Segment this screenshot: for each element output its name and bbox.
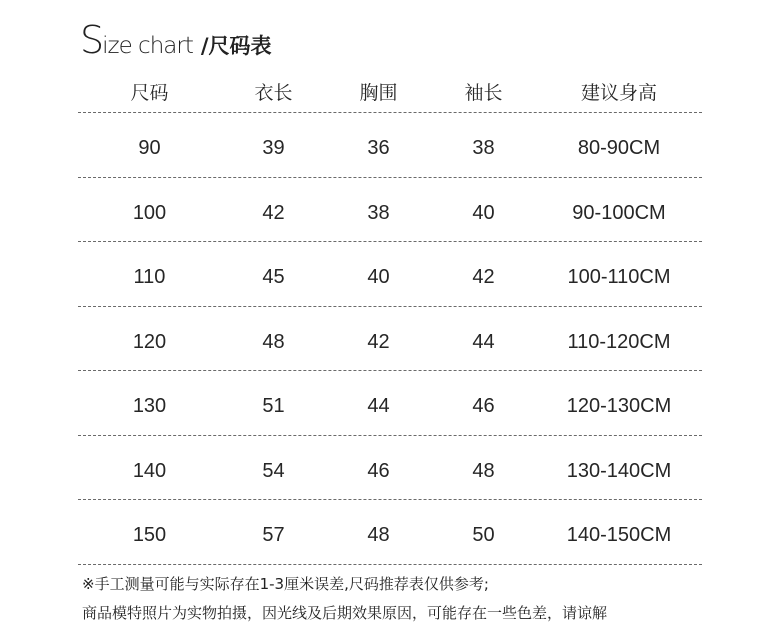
title-initial: S [80, 18, 103, 62]
cell-chest: 42 [367, 330, 390, 353]
cell-height: 120-130CM [566, 395, 672, 418]
cell-height: 100-110CM [567, 266, 671, 289]
cell-chest: 48 [367, 524, 390, 547]
cell-length: 48 [262, 330, 285, 353]
cell-height: 90-100CM [572, 201, 666, 224]
measurement-note: ※手工测量可能与实际存在1-3厘米误差,尺码推荐表仅供参考; [82, 575, 489, 593]
header-height: 建议身高 [580, 81, 657, 104]
cell-sleeve: 40 [472, 201, 495, 224]
cell-height: 110-120CM [567, 330, 671, 353]
cell-size: 120 [132, 330, 167, 353]
cell-length: 51 [262, 395, 285, 418]
table-row [78, 307, 702, 372]
table-row [78, 242, 702, 307]
cell-chest: 38 [367, 201, 390, 224]
header-chest: 胸围 [359, 81, 398, 104]
table-row [78, 436, 702, 501]
title-chinese: /尺码表 [200, 34, 272, 58]
table-row [78, 178, 702, 243]
cell-size: 150 [132, 524, 167, 547]
cell-length: 57 [262, 524, 285, 547]
cell-sleeve: 50 [472, 524, 495, 547]
size-chart-table [78, 70, 702, 565]
cell-size: 90 [138, 137, 161, 160]
cell-size: 110 [133, 266, 166, 289]
cell-length: 42 [262, 201, 285, 224]
cell-height: 130-140CM [566, 459, 672, 482]
cell-size: 130 [132, 395, 167, 418]
cell-chest: 40 [367, 266, 390, 289]
header-length: 衣长 [254, 81, 293, 104]
table-row [78, 371, 702, 436]
cell-size: 140 [132, 459, 167, 482]
color-difference-note: 商品模特照片为实物拍摄，因光线及后期效果原因，可能存在一些色差，请谅解 [82, 604, 608, 622]
cell-height: 140-150CM [566, 524, 672, 547]
cell-size: 100 [132, 201, 167, 224]
cell-sleeve: 46 [472, 395, 495, 418]
cell-sleeve: 48 [472, 459, 495, 482]
cell-sleeve: 44 [472, 330, 495, 353]
table-row [78, 113, 702, 178]
cell-sleeve: 38 [472, 137, 495, 160]
cell-chest: 36 [367, 137, 390, 160]
table-header-row [78, 70, 702, 113]
table-row [78, 500, 702, 565]
cell-height: 80-90CM [577, 137, 661, 160]
cell-chest: 44 [367, 395, 390, 418]
cell-length: 45 [262, 266, 285, 289]
cell-length: 39 [262, 137, 285, 160]
cell-chest: 46 [367, 459, 390, 482]
cell-length: 54 [262, 459, 285, 482]
header-size: 尺码 [130, 81, 169, 104]
title-english: ize chart [102, 33, 193, 59]
header-sleeve: 袖长 [464, 81, 503, 104]
notes-section [82, 574, 762, 623]
page-title [80, 14, 272, 66]
cell-sleeve: 42 [472, 266, 495, 289]
